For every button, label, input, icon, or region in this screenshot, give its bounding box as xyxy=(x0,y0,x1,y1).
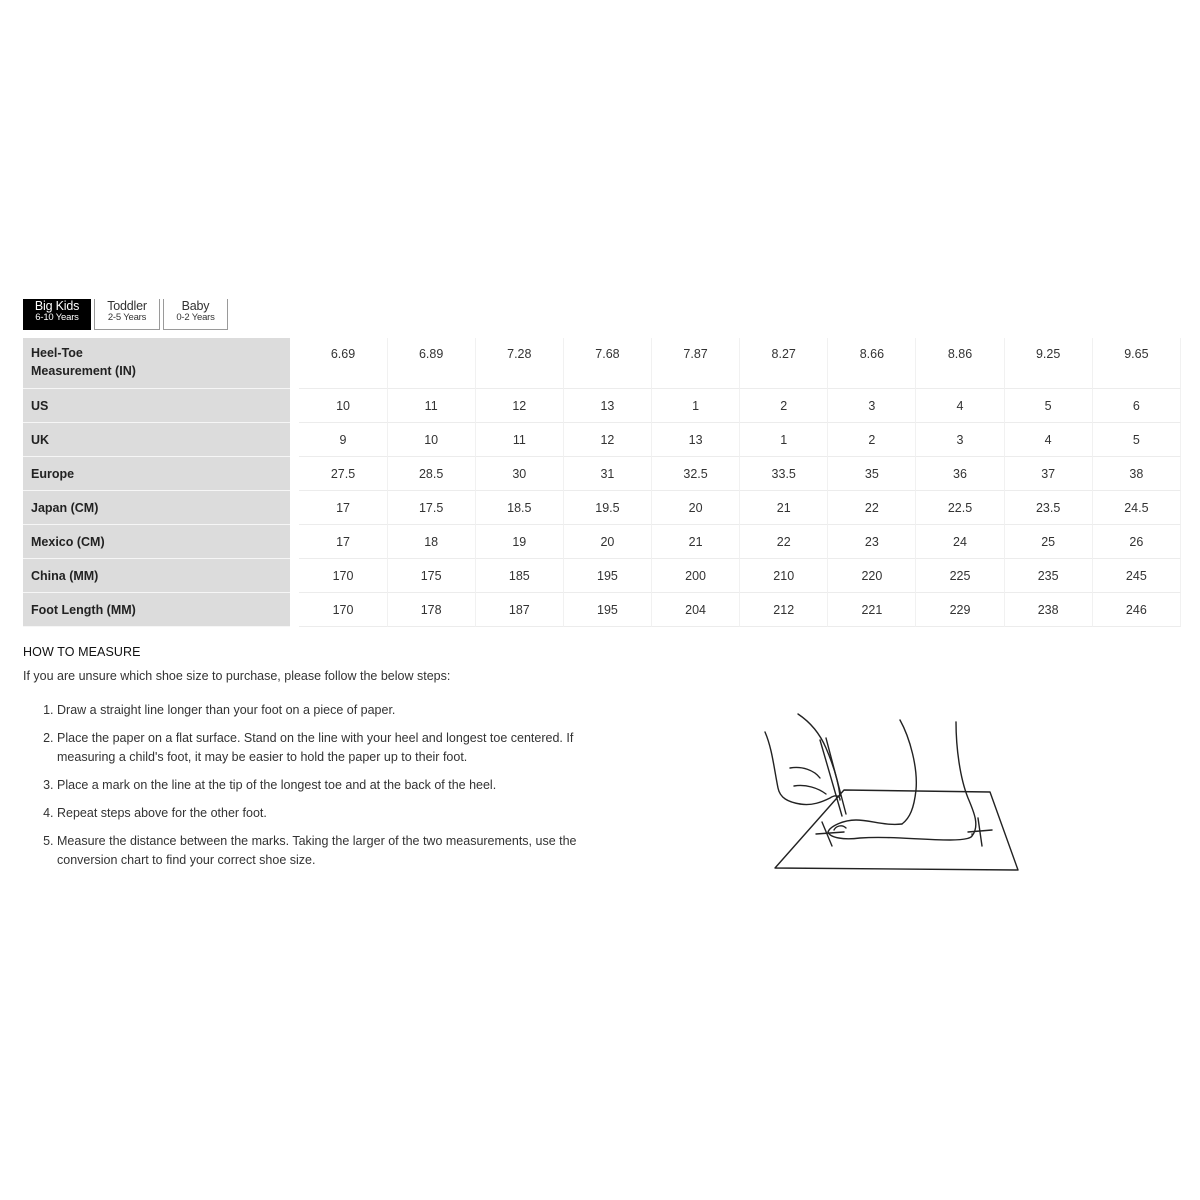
table-cell: 21 xyxy=(740,491,828,525)
table-cell: 12 xyxy=(476,389,564,423)
table-cell: 9 xyxy=(299,423,387,457)
table-cell: 238 xyxy=(1005,593,1093,627)
table-cell: 30 xyxy=(476,457,564,491)
table-cell: 200 xyxy=(652,559,740,593)
table-cell: 220 xyxy=(828,559,916,593)
table-cell: 9.25 xyxy=(1005,338,1093,389)
table-cell: 33.5 xyxy=(740,457,828,491)
foot-measuring-illustration xyxy=(760,708,1025,878)
table-cell: 245 xyxy=(1093,559,1181,593)
table-cell: 8.86 xyxy=(916,338,1004,389)
column-spacer xyxy=(290,491,299,525)
tab-baby[interactable] xyxy=(163,299,228,330)
table-cell: 22.5 xyxy=(916,491,1004,525)
table-cell: 25 xyxy=(1005,525,1093,559)
table-cell: 10 xyxy=(299,389,387,423)
measure-step: 3. Place a mark on the line at the tip of the longest toe and at the back of the heel. xyxy=(57,776,617,795)
table-cell: 195 xyxy=(564,559,652,593)
row-header-label: Europe xyxy=(31,466,75,481)
table-cell: 2 xyxy=(740,389,828,423)
how-to-measure-intro: If you are unsure which shoe size to purchase, please follow the below steps: xyxy=(23,669,451,683)
how-to-measure-title: HOW TO MEASURE xyxy=(23,645,141,659)
row-header xyxy=(23,423,290,457)
table-cell: 11 xyxy=(388,389,476,423)
column-spacer xyxy=(290,559,299,593)
row-header-label: China (MM) xyxy=(31,568,99,583)
table-cell: 23 xyxy=(828,525,916,559)
row-header xyxy=(23,491,290,525)
table-cell: 221 xyxy=(828,593,916,627)
table-cell: 20 xyxy=(652,491,740,525)
table-cell: 1 xyxy=(652,389,740,423)
table-cell: 13 xyxy=(652,423,740,457)
table-row xyxy=(23,389,1181,423)
table-cell: 24.5 xyxy=(1093,491,1181,525)
table-cell: 19.5 xyxy=(564,491,652,525)
column-spacer xyxy=(290,338,299,389)
table-cell: 17 xyxy=(299,491,387,525)
table-row xyxy=(23,525,1181,559)
size-category-tabs xyxy=(23,299,228,330)
table-cell: 32.5 xyxy=(652,457,740,491)
table-cell: 212 xyxy=(740,593,828,627)
table-cell: 6.69 xyxy=(299,338,387,389)
table-row xyxy=(23,423,1181,457)
table-cell: 19 xyxy=(476,525,564,559)
table-cell: 11 xyxy=(476,423,564,457)
table-cell: 35 xyxy=(828,457,916,491)
tab-label: Big Kids xyxy=(34,299,80,313)
column-spacer xyxy=(290,457,299,491)
tab-sublabel: 6-10 Years xyxy=(35,312,79,323)
table-cell: 9.65 xyxy=(1093,338,1181,389)
table-cell: 195 xyxy=(564,593,652,627)
table-cell: 36 xyxy=(916,457,1004,491)
table-cell: 7.68 xyxy=(564,338,652,389)
row-header-label: US xyxy=(31,398,49,413)
table-cell: 3 xyxy=(828,389,916,423)
row-header xyxy=(23,457,290,491)
table-row xyxy=(23,338,1181,389)
table-cell: 8.66 xyxy=(828,338,916,389)
row-header-label: Measurement (IN) xyxy=(31,364,136,378)
row-header-label: Japan (CM) xyxy=(31,500,99,515)
table-cell: 38 xyxy=(1093,457,1181,491)
table-cell: 175 xyxy=(388,559,476,593)
table-cell: 10 xyxy=(388,423,476,457)
table-cell: 225 xyxy=(916,559,1004,593)
table-cell: 1 xyxy=(740,423,828,457)
row-header-label: Foot Length (MM) xyxy=(31,602,136,617)
table-row xyxy=(23,457,1181,491)
table-cell: 27.5 xyxy=(299,457,387,491)
table-cell: 6 xyxy=(1093,389,1181,423)
row-header xyxy=(23,593,290,627)
table-cell: 170 xyxy=(299,593,387,627)
table-cell: 22 xyxy=(828,491,916,525)
measure-step: 4. Repeat steps above for the other foot. xyxy=(57,804,617,823)
table-row xyxy=(23,593,1181,627)
table-row xyxy=(23,491,1181,525)
table-cell: 178 xyxy=(388,593,476,627)
table-cell: 24 xyxy=(916,525,1004,559)
table-cell: 13 xyxy=(564,389,652,423)
table-cell: 187 xyxy=(476,593,564,627)
table-cell: 17.5 xyxy=(388,491,476,525)
row-header xyxy=(23,389,290,423)
column-spacer xyxy=(290,423,299,457)
tab-sublabel: 0-2 Years xyxy=(176,312,215,323)
table-row xyxy=(23,559,1181,593)
table-cell: 6.89 xyxy=(388,338,476,389)
column-spacer xyxy=(290,593,299,627)
table-cell: 37 xyxy=(1005,457,1093,491)
table-cell: 2 xyxy=(828,423,916,457)
row-header-label: UK xyxy=(31,432,50,447)
table-cell: 210 xyxy=(740,559,828,593)
table-cell: 246 xyxy=(1093,593,1181,627)
tab-big-kids[interactable] xyxy=(23,299,91,330)
table-cell: 204 xyxy=(652,593,740,627)
row-header-label: Mexico (CM) xyxy=(31,534,105,549)
how-to-measure-section xyxy=(23,645,617,879)
table-cell: 22 xyxy=(740,525,828,559)
table-cell: 18 xyxy=(388,525,476,559)
table-cell: 20 xyxy=(564,525,652,559)
table-cell: 28.5 xyxy=(388,457,476,491)
table-cell: 170 xyxy=(299,559,387,593)
table-cell: 5 xyxy=(1093,423,1181,457)
table-cell: 229 xyxy=(916,593,1004,627)
tab-sublabel: 2-5 Years xyxy=(107,312,147,323)
table-cell: 4 xyxy=(916,389,1004,423)
table-cell: 26 xyxy=(1093,525,1181,559)
table-cell: 7.28 xyxy=(476,338,564,389)
table-cell: 18.5 xyxy=(476,491,564,525)
table-cell: 21 xyxy=(652,525,740,559)
row-header xyxy=(23,559,290,593)
table-cell: 12 xyxy=(564,423,652,457)
tab-toddler[interactable] xyxy=(94,299,160,330)
row-header-label: Heel-Toe xyxy=(31,346,83,360)
column-spacer xyxy=(290,525,299,559)
table-cell: 235 xyxy=(1005,559,1093,593)
table-cell: 8.27 xyxy=(740,338,828,389)
table-cell: 17 xyxy=(299,525,387,559)
measure-step: 2. Place the paper on a flat surface. Stand on the line with your heel and longest toe centered. If measuring a child's foot, it may be easier to hold the paper up to their foot. xyxy=(57,729,617,767)
measure-steps-list xyxy=(23,701,617,870)
table-cell: 3 xyxy=(916,423,1004,457)
table-cell: 4 xyxy=(1005,423,1093,457)
tab-label: Toddler xyxy=(107,299,147,313)
measure-step: 1. Draw a straight line longer than your foot on a piece of paper. xyxy=(57,701,617,720)
size-conversion-table xyxy=(23,338,1181,627)
table-cell: 5 xyxy=(1005,389,1093,423)
column-spacer xyxy=(290,389,299,423)
table-cell: 23.5 xyxy=(1005,491,1093,525)
row-header xyxy=(23,525,290,559)
table-cell: 7.87 xyxy=(652,338,740,389)
table-cell: 31 xyxy=(564,457,652,491)
measure-step: 5. Measure the distance between the marks. Taking the larger of the two measurements, use the conversion chart to find your correct shoe size. xyxy=(57,832,617,870)
row-header xyxy=(23,338,290,389)
table-cell: 185 xyxy=(476,559,564,593)
tab-label: Baby xyxy=(181,299,210,313)
